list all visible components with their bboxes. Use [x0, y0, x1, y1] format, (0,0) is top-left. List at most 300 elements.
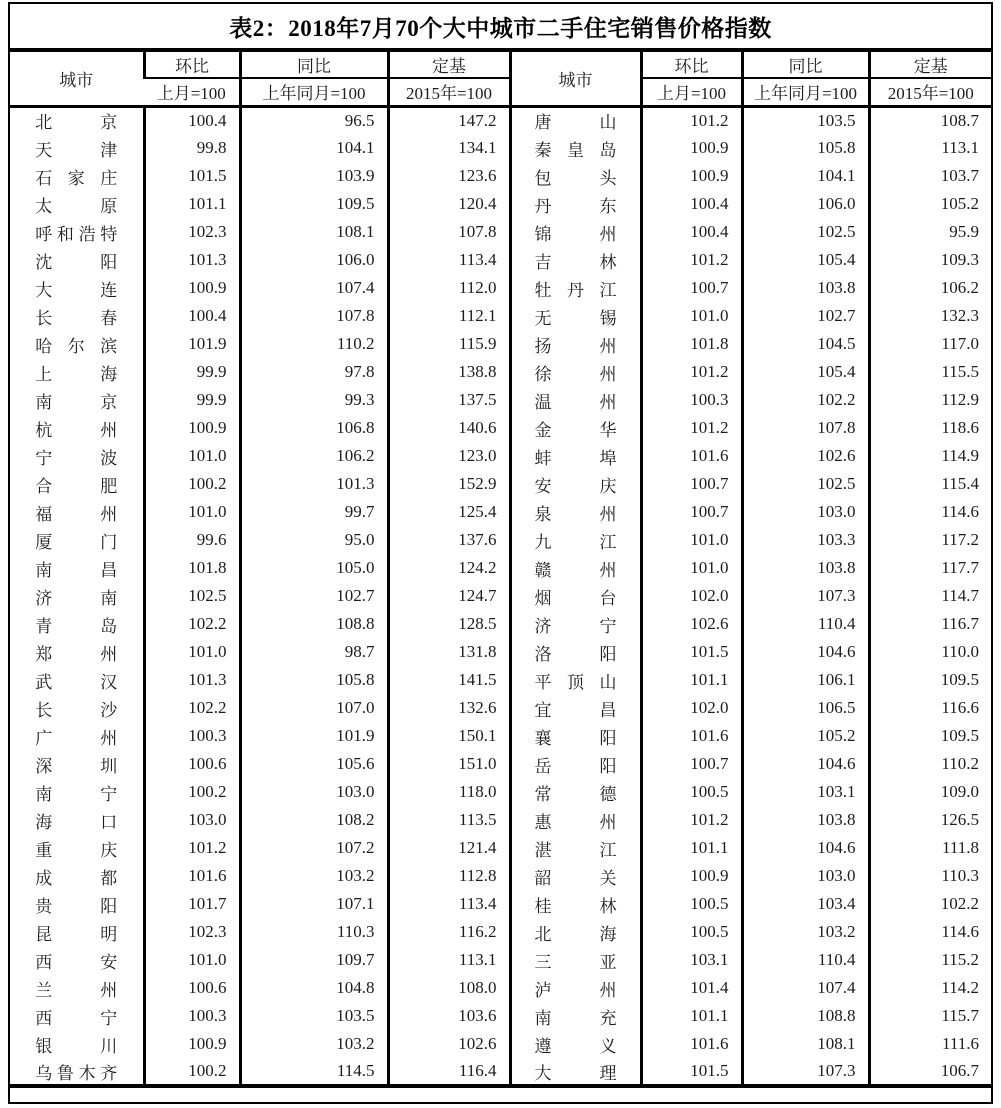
yoy-cell-right: 107.4: [742, 974, 869, 1002]
header-fixed-right: 定基: [869, 50, 991, 78]
city-name: 上 海: [35, 364, 118, 384]
yoy-cell-left: 106.0: [240, 246, 388, 274]
yoy-cell-right: 103.8: [742, 806, 869, 834]
yoy-cell-left: 107.8: [240, 302, 388, 330]
fixed-cell-left: 131.8: [388, 638, 510, 666]
fixed-cell-left: 138.8: [388, 358, 510, 386]
fixed-cell-right: 106.2: [869, 274, 991, 302]
city-name: 徐 州: [534, 364, 617, 384]
yoy-cell-left: 105.0: [240, 554, 388, 582]
mom-cell-right: 102.0: [641, 694, 742, 722]
yoy-cell-left: 97.8: [240, 358, 388, 386]
yoy-cell-right: 110.4: [742, 610, 869, 638]
table-row: [10, 190, 991, 218]
mom-cell-right: 101.2: [641, 414, 742, 442]
fixed-cell-right: 106.7: [869, 1058, 991, 1086]
table-row: [10, 470, 991, 498]
city-name: 武 汉: [35, 672, 118, 692]
table-row: [10, 638, 991, 666]
city-cell-right: [510, 358, 641, 386]
yoy-cell-left: 110.3: [240, 918, 388, 946]
city-name: 兰 州: [35, 980, 118, 1000]
table-header: [10, 50, 991, 106]
header-yoy-base-left: 上年同月=100: [240, 78, 388, 106]
city-cell-left: [10, 190, 144, 218]
fixed-cell-left: 113.4: [388, 246, 510, 274]
yoy-cell-left: 109.5: [240, 190, 388, 218]
city-name: 大 理: [534, 1063, 617, 1083]
city-cell-right: [510, 162, 641, 190]
fixed-cell-right: 114.7: [869, 582, 991, 610]
fixed-cell-left: 113.1: [388, 946, 510, 974]
city-cell-left: [10, 806, 144, 834]
mom-cell-right: 101.2: [641, 106, 742, 134]
yoy-cell-right: 103.2: [742, 918, 869, 946]
city-cell-left: [10, 1002, 144, 1030]
city-name: 合 肥: [35, 476, 118, 496]
table-row: [10, 554, 991, 582]
mom-cell-left: 101.2: [144, 834, 240, 862]
header-mom-base-right: 上月=100: [641, 78, 742, 106]
city-cell-right: [510, 106, 641, 134]
yoy-cell-left: 104.8: [240, 974, 388, 1002]
mom-cell-right: 100.5: [641, 778, 742, 806]
yoy-cell-right: 103.8: [742, 274, 869, 302]
city-cell-right: [510, 442, 641, 470]
city-name: 三 亚: [534, 952, 617, 972]
city-name: 平 顶 山: [534, 672, 617, 692]
city-name: 蚌 埠: [534, 448, 617, 468]
mom-cell-right: 101.6: [641, 722, 742, 750]
city-cell-left: [10, 386, 144, 414]
mom-cell-left: 101.0: [144, 946, 240, 974]
city-name: 呼 和 浩 特: [35, 224, 118, 244]
mom-cell-left: 99.9: [144, 358, 240, 386]
yoy-cell-right: 102.5: [742, 470, 869, 498]
city-cell-left: [10, 694, 144, 722]
city-cell-right: [510, 218, 641, 246]
mom-cell-left: 99.8: [144, 134, 240, 162]
city-name: 昆 明: [35, 924, 118, 944]
city-cell-left: [10, 554, 144, 582]
yoy-cell-right: 102.5: [742, 218, 869, 246]
city-cell-left: [10, 974, 144, 1002]
yoy-cell-right: 107.3: [742, 1058, 869, 1086]
mom-cell-left: 101.9: [144, 330, 240, 358]
fixed-cell-left: 108.0: [388, 974, 510, 1002]
city-cell-left: [10, 162, 144, 190]
city-cell-left: [10, 134, 144, 162]
city-cell-right: [510, 890, 641, 918]
yoy-cell-left: 107.2: [240, 834, 388, 862]
table-row: [10, 162, 991, 190]
yoy-cell-left: 106.8: [240, 414, 388, 442]
city-cell-left: [10, 302, 144, 330]
city-cell-left: [10, 1058, 144, 1086]
mom-cell-left: 102.3: [144, 218, 240, 246]
city-name: 南 京: [35, 392, 118, 412]
mom-cell-left: 101.1: [144, 190, 240, 218]
fixed-cell-left: 115.9: [388, 330, 510, 358]
table-row: [10, 694, 991, 722]
city-cell-left: [10, 890, 144, 918]
city-name: 韶 关: [534, 868, 617, 888]
fixed-cell-left: 137.5: [388, 386, 510, 414]
yoy-cell-right: 105.8: [742, 134, 869, 162]
mom-cell-right: 100.7: [641, 470, 742, 498]
fixed-cell-right: 114.6: [869, 498, 991, 526]
mom-cell-left: 100.3: [144, 722, 240, 750]
fixed-cell-right: 110.2: [869, 750, 991, 778]
fixed-cell-right: 114.9: [869, 442, 991, 470]
city-cell-left: [10, 722, 144, 750]
title-bar: [10, 4, 991, 48]
city-name: 常 德: [534, 784, 617, 804]
fixed-cell-left: 141.5: [388, 666, 510, 694]
yoy-cell-right: 108.1: [742, 1030, 869, 1058]
mom-cell-left: 102.3: [144, 918, 240, 946]
mom-cell-left: 102.5: [144, 582, 240, 610]
fixed-cell-right: 116.6: [869, 694, 991, 722]
yoy-cell-right: 107.8: [742, 414, 869, 442]
city-cell-right: [510, 526, 641, 554]
city-name: 遵 义: [534, 1036, 617, 1056]
table-row: [10, 274, 991, 302]
yoy-cell-left: 102.7: [240, 582, 388, 610]
city-name: 无 锡: [534, 308, 617, 328]
mom-cell-right: 102.0: [641, 582, 742, 610]
fixed-cell-right: 108.7: [869, 106, 991, 134]
yoy-cell-right: 103.4: [742, 890, 869, 918]
yoy-cell-right: 102.2: [742, 386, 869, 414]
table-row: [10, 946, 991, 974]
fixed-cell-left: 102.6: [388, 1030, 510, 1058]
city-name: 石 家 庄: [35, 168, 118, 188]
yoy-cell-left: 101.3: [240, 470, 388, 498]
city-cell-left: [10, 666, 144, 694]
fixed-cell-left: 116.2: [388, 918, 510, 946]
city-cell-left: [10, 470, 144, 498]
mom-cell-right: 101.0: [641, 554, 742, 582]
city-cell-right: [510, 834, 641, 862]
yoy-cell-left: 103.0: [240, 778, 388, 806]
fixed-cell-left: 147.2: [388, 106, 510, 134]
mom-cell-right: 100.5: [641, 890, 742, 918]
table-row: [10, 134, 991, 162]
mom-cell-right: 100.3: [641, 386, 742, 414]
city-name: 天 津: [35, 140, 118, 160]
yoy-cell-left: 110.2: [240, 330, 388, 358]
fixed-cell-right: 109.5: [869, 666, 991, 694]
fixed-cell-right: 118.6: [869, 414, 991, 442]
table-row: [10, 722, 991, 750]
table-body: [10, 106, 991, 1086]
yoy-cell-right: 108.8: [742, 1002, 869, 1030]
fixed-cell-left: 123.6: [388, 162, 510, 190]
yoy-cell-right: 104.6: [742, 750, 869, 778]
city-cell-left: [10, 414, 144, 442]
header-row-main: [10, 50, 991, 78]
mom-cell-right: 102.6: [641, 610, 742, 638]
fixed-cell-right: 113.1: [869, 134, 991, 162]
city-cell-right: [510, 722, 641, 750]
city-name: 深 圳: [35, 756, 118, 776]
fixed-cell-right: 95.9: [869, 218, 991, 246]
city-cell-right: [510, 806, 641, 834]
table-row: [10, 526, 991, 554]
table-row: [10, 330, 991, 358]
yoy-cell-left: 107.0: [240, 694, 388, 722]
city-name: 贵 阳: [35, 896, 118, 916]
city-cell-right: [510, 1058, 641, 1086]
city-cell-right: [510, 554, 641, 582]
yoy-cell-left: 108.8: [240, 610, 388, 638]
fixed-cell-left: 123.0: [388, 442, 510, 470]
mom-cell-right: 101.1: [641, 834, 742, 862]
mom-cell-left: 100.4: [144, 106, 240, 134]
mom-cell-left: 100.9: [144, 414, 240, 442]
fixed-cell-right: 109.3: [869, 246, 991, 274]
mom-cell-right: 101.1: [641, 666, 742, 694]
fixed-cell-right: 117.0: [869, 330, 991, 358]
mom-cell-left: 100.2: [144, 778, 240, 806]
header-yoy-base-right: 上年同月=100: [742, 78, 869, 106]
table-row: [10, 358, 991, 386]
fixed-cell-left: 112.0: [388, 274, 510, 302]
fixed-cell-right: 105.2: [869, 190, 991, 218]
mom-cell-right: 101.6: [641, 442, 742, 470]
city-name: 济 宁: [534, 616, 617, 636]
fixed-cell-left: 112.8: [388, 862, 510, 890]
city-name: 唐 山: [534, 113, 617, 133]
city-cell-left: [10, 442, 144, 470]
fixed-cell-left: 113.5: [388, 806, 510, 834]
yoy-cell-right: 103.3: [742, 526, 869, 554]
city-name: 温 州: [534, 392, 617, 412]
yoy-cell-left: 108.1: [240, 218, 388, 246]
city-name: 青 岛: [35, 616, 118, 636]
city-cell-right: [510, 498, 641, 526]
city-name: 宁 波: [35, 448, 118, 468]
mom-cell-right: 101.1: [641, 1002, 742, 1030]
table-row: [10, 386, 991, 414]
mom-cell-right: 101.5: [641, 1058, 742, 1086]
fixed-cell-right: 112.9: [869, 386, 991, 414]
yoy-cell-left: 108.2: [240, 806, 388, 834]
city-cell-right: [510, 470, 641, 498]
yoy-cell-right: 103.0: [742, 862, 869, 890]
city-cell-right: [510, 414, 641, 442]
city-cell-right: [510, 862, 641, 890]
yoy-cell-right: 104.6: [742, 638, 869, 666]
city-name: 泸 州: [534, 980, 617, 1000]
city-name: 杭 州: [35, 420, 118, 440]
city-cell-right: [510, 666, 641, 694]
yoy-cell-right: 106.0: [742, 190, 869, 218]
city-cell-right: [510, 134, 641, 162]
yoy-cell-left: 103.2: [240, 1030, 388, 1058]
city-name: 扬 州: [534, 336, 617, 356]
fixed-cell-right: 110.0: [869, 638, 991, 666]
city-name: 长 春: [35, 308, 118, 328]
city-cell-right: [510, 778, 641, 806]
city-cell-right: [510, 610, 641, 638]
fixed-cell-right: 109.5: [869, 722, 991, 750]
table-row: [10, 750, 991, 778]
city-name: 厦 门: [35, 532, 118, 552]
fixed-cell-right: 117.7: [869, 554, 991, 582]
city-cell-left: [10, 1030, 144, 1058]
mom-cell-left: 103.0: [144, 806, 240, 834]
fixed-cell-left: 128.5: [388, 610, 510, 638]
city-cell-right: [510, 750, 641, 778]
table-row: [10, 862, 991, 890]
city-name: 长 沙: [35, 700, 118, 720]
fixed-cell-left: 134.1: [388, 134, 510, 162]
mom-cell-right: 100.7: [641, 750, 742, 778]
yoy-cell-right: 102.6: [742, 442, 869, 470]
yoy-cell-left: 109.7: [240, 946, 388, 974]
fixed-cell-right: 126.5: [869, 806, 991, 834]
city-cell-left: [10, 330, 144, 358]
fixed-cell-right: 115.2: [869, 946, 991, 974]
city-cell-right: [510, 330, 641, 358]
fixed-cell-left: 113.4: [388, 890, 510, 918]
yoy-cell-right: 105.4: [742, 358, 869, 386]
mom-cell-left: 101.3: [144, 666, 240, 694]
fixed-cell-left: 112.1: [388, 302, 510, 330]
city-name: 襄 阳: [534, 728, 617, 748]
city-name: 湛 江: [534, 840, 617, 860]
yoy-cell-left: 96.5: [240, 106, 388, 134]
mom-cell-left: 100.3: [144, 1002, 240, 1030]
yoy-cell-right: 107.3: [742, 582, 869, 610]
table-row: [10, 414, 991, 442]
fixed-cell-left: 103.6: [388, 1002, 510, 1030]
yoy-cell-left: 103.5: [240, 1002, 388, 1030]
mom-cell-right: 101.4: [641, 974, 742, 1002]
table-row: [10, 1002, 991, 1030]
fixed-cell-right: 114.6: [869, 918, 991, 946]
city-name: 宜 昌: [534, 700, 617, 720]
city-cell-left: [10, 274, 144, 302]
city-cell-right: [510, 946, 641, 974]
mom-cell-right: 103.1: [641, 946, 742, 974]
header-mom-base-left: 上月=100: [156, 84, 226, 104]
city-name: 大 连: [35, 280, 118, 300]
city-name: 太 原: [35, 196, 118, 216]
city-name: 哈 尔 滨: [35, 336, 118, 356]
fixed-cell-left: 125.4: [388, 498, 510, 526]
yoy-cell-right: 103.5: [742, 106, 869, 134]
fixed-cell-right: 115.4: [869, 470, 991, 498]
city-name: 海 口: [35, 812, 118, 832]
fixed-cell-left: 151.0: [388, 750, 510, 778]
mom-cell-right: 101.2: [641, 806, 742, 834]
fixed-cell-left: 118.0: [388, 778, 510, 806]
city-cell-right: [510, 694, 641, 722]
city-name: 沈 阳: [35, 252, 118, 272]
table-row: [10, 246, 991, 274]
fixed-cell-right: 116.7: [869, 610, 991, 638]
fixed-cell-right: 103.7: [869, 162, 991, 190]
table-row: [10, 890, 991, 918]
city-name: 南 昌: [35, 560, 118, 580]
city-name: 福 州: [35, 504, 118, 524]
fixed-cell-left: 132.6: [388, 694, 510, 722]
mom-cell-left: 102.2: [144, 694, 240, 722]
yoy-cell-right: 102.7: [742, 302, 869, 330]
city-name: 惠 州: [534, 812, 617, 832]
header-fixed-base-left: 2015年=100: [388, 78, 510, 106]
city-cell-left: [10, 918, 144, 946]
city-cell-left: [10, 862, 144, 890]
city-name: 吉 林: [534, 252, 617, 272]
fixed-cell-right: 132.3: [869, 302, 991, 330]
city-cell-right: [510, 302, 641, 330]
city-cell-left: [10, 610, 144, 638]
mom-cell-left: 100.6: [144, 974, 240, 1002]
city-name: 锦 州: [534, 224, 617, 244]
city-cell-left: [10, 582, 144, 610]
mom-cell-right: 101.2: [641, 246, 742, 274]
city-cell-left: [10, 946, 144, 974]
yoy-cell-left: 95.0: [240, 526, 388, 554]
city-name: 乌 鲁 木 齐: [35, 1063, 118, 1083]
mom-cell-right: 101.2: [641, 358, 742, 386]
fixed-cell-right: 114.2: [869, 974, 991, 1002]
fixed-cell-left: 116.4: [388, 1058, 510, 1086]
header-mom-left: 环比: [144, 50, 240, 78]
mom-cell-left: 100.6: [144, 750, 240, 778]
mom-cell-right: 101.8: [641, 330, 742, 358]
header-mom-right: 环比: [641, 50, 742, 78]
city-name: 牡 丹 江: [534, 280, 617, 300]
city-name: 烟 台: [534, 588, 617, 608]
header-fixed-left: 定基: [388, 50, 510, 78]
mom-cell-right: 100.9: [641, 862, 742, 890]
yoy-cell-left: 103.9: [240, 162, 388, 190]
yoy-cell-right: 103.8: [742, 554, 869, 582]
yoy-cell-left: 98.7: [240, 638, 388, 666]
fixed-cell-left: 152.9: [388, 470, 510, 498]
city-cell-left: [10, 246, 144, 274]
table-row: [10, 582, 991, 610]
yoy-cell-left: 106.2: [240, 442, 388, 470]
table-row: [10, 1030, 991, 1058]
header-yoy-left: 同比: [240, 50, 388, 78]
city-cell-left: [10, 638, 144, 666]
city-name: 广 州: [35, 728, 118, 748]
fixed-cell-left: 137.6: [388, 526, 510, 554]
city-cell-left: [10, 106, 144, 134]
mom-cell-left: 101.7: [144, 890, 240, 918]
page-frame: [8, 2, 993, 1104]
mom-cell-right: 100.7: [641, 274, 742, 302]
fixed-cell-right: 115.7: [869, 1002, 991, 1030]
yoy-cell-right: 106.5: [742, 694, 869, 722]
mom-cell-right: 100.4: [641, 190, 742, 218]
page-title: 表2：2018年7月70个大中城市二手住宅销售价格指数: [229, 15, 772, 41]
fixed-cell-right: 111.8: [869, 834, 991, 862]
table-row: [10, 218, 991, 246]
city-name: 济 南: [35, 588, 118, 608]
table-row: [10, 106, 991, 134]
header-city-left: 城市: [59, 70, 94, 90]
table-row: [10, 442, 991, 470]
yoy-cell-left: 101.9: [240, 722, 388, 750]
mom-cell-right: 101.0: [641, 526, 742, 554]
